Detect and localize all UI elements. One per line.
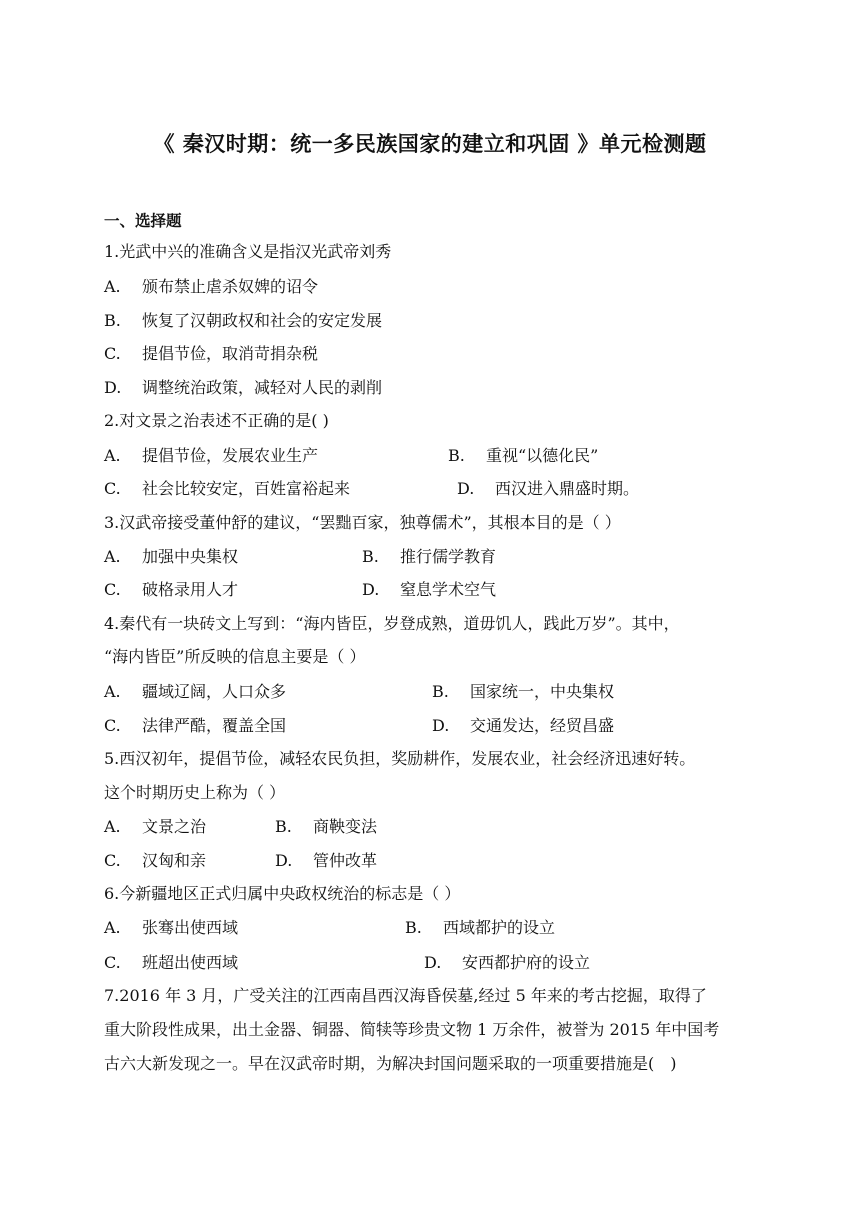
q4-option-b — [432, 682, 614, 702]
q3-option-a — [104, 547, 238, 567]
q1-option-a — [104, 277, 318, 297]
question-2-stem: 2.对文景之治表述不正确的是( ) — [104, 411, 329, 430]
option-label: C. — [104, 851, 121, 870]
option-text: 破格录用人才 — [142, 580, 239, 599]
option-label: B. — [362, 547, 379, 566]
q2-option-a — [104, 446, 318, 466]
option-label: B. — [405, 918, 422, 937]
q4-option-d — [432, 716, 614, 736]
option-label: D. — [362, 580, 380, 599]
q1-option-d — [104, 378, 382, 398]
q2-option-d — [457, 479, 639, 499]
question-1-stem: 1.光武中兴的准确含义是指汉光武帝刘秀 — [104, 242, 392, 261]
option-text: 西汉进入鼎盛时期。 — [495, 479, 640, 498]
q2-option-b — [448, 446, 598, 466]
option-label: C. — [104, 953, 121, 972]
option-text: 国家统一，中央集权 — [470, 682, 615, 701]
q3-option-d — [362, 580, 496, 600]
option-text: 调整统治政策，减轻对人民的剥削 — [142, 378, 383, 397]
q5-option-d — [275, 851, 377, 871]
option-text: 班超出使西域 — [142, 953, 239, 972]
option-label: B. — [275, 817, 292, 836]
option-text: 安西都护府的设立 — [462, 953, 591, 972]
option-label: D. — [275, 851, 293, 870]
q1-option-b — [104, 311, 382, 331]
option-text: 颁布禁止虐杀奴婢的诏令 — [142, 277, 319, 296]
option-text: 推行儒学教育 — [400, 547, 497, 566]
option-text: 法律严酷，覆盖全国 — [142, 716, 287, 735]
q2-option-c — [104, 479, 350, 499]
q1-option-c — [104, 344, 318, 364]
question-3-stem: 3.汉武帝接受董仲舒的建议，“罢黜百家，独尊儒术”，其根本目的是（ ） — [104, 513, 621, 532]
option-label: A. — [104, 547, 121, 566]
option-text: 社会比较安定，百姓富裕起来 — [142, 479, 351, 498]
option-label: C. — [104, 716, 121, 735]
q3-option-b — [362, 547, 496, 567]
question-4-stem-line-2: “海内皆臣”所反映的信息主要是（ ） — [104, 647, 366, 666]
option-text: 恢复了汉朝政权和社会的安定发展 — [142, 311, 383, 330]
question-5-stem-line-1: 5.西汉初年，提倡节俭，减轻农民负担，奖励耕作，发展农业，社会经济迅速好转。 — [104, 749, 696, 768]
option-text: 重视“以德化民” — [486, 446, 599, 465]
q5-option-a — [104, 817, 206, 837]
q5-option-b — [275, 817, 377, 837]
q4-option-c — [104, 716, 286, 736]
option-label: A. — [104, 918, 121, 937]
question-5-stem-line-2: 这个时期历史上称为（ ） — [104, 783, 286, 802]
option-text: 疆域辽阔，人口众多 — [142, 682, 287, 701]
option-label: A. — [104, 682, 121, 701]
option-text: 管仲改革 — [313, 851, 378, 870]
option-label: C. — [104, 580, 121, 599]
option-label: A. — [104, 277, 121, 296]
question-6-stem: 6.今新疆地区正式归属中央政权统治的标志是（ ） — [104, 884, 461, 903]
q6-option-b — [405, 918, 555, 938]
option-label: A. — [104, 446, 121, 465]
option-label: C. — [104, 479, 121, 498]
question-7-stem-line-3: 古六大新发现之一。早在汉武帝时期，为解决封国问题采取的一项重要措施是( ) — [104, 1054, 677, 1073]
option-text: 提倡节俭，取消苛捐杂税 — [142, 344, 319, 363]
option-label: B. — [448, 446, 465, 465]
option-label: A. — [104, 817, 121, 836]
option-label: C. — [104, 344, 121, 363]
option-text: 加强中央集权 — [142, 547, 239, 566]
option-label: B. — [104, 311, 121, 330]
q4-option-a — [104, 682, 286, 702]
q6-option-d — [424, 953, 590, 973]
question-7-stem-line-2: 重大阶段性成果，出土金器、铜器、简犊等珍贵文物 1 万余件，被誉为 2015 年中国考 — [104, 1020, 720, 1039]
option-label: D. — [457, 479, 475, 498]
option-text: 文景之治 — [142, 817, 207, 836]
question-7-stem-line-1: 7.2016 年 3 月，广受关注的江西南昌西汉海昏侯墓,经过 5 年来的考古挖掘，取得了 — [104, 986, 707, 1005]
q5-option-c — [104, 851, 206, 871]
q6-option-a — [104, 918, 238, 938]
section-heading: 一、选择题 — [104, 211, 182, 230]
option-text: 西域都护的设立 — [443, 918, 556, 937]
q6-option-c — [104, 953, 238, 973]
option-label: B. — [432, 682, 449, 701]
option-text: 交通发达，经贸昌盛 — [470, 716, 615, 735]
option-label: D. — [432, 716, 450, 735]
page-title: 《 秦汉时期：统一多民族国家的建立和巩固 》单元检测题 — [153, 131, 707, 156]
q3-option-c — [104, 580, 238, 600]
option-label: D. — [104, 378, 122, 397]
option-text: 窒息学术空气 — [400, 580, 497, 599]
option-text: 提倡节俭，发展农业生产 — [142, 446, 319, 465]
option-label: D. — [424, 953, 442, 972]
question-4-stem-line-1: 4.秦代有一块砖文上写到：“海内皆臣，岁登成熟，道毋饥人，践此万岁”。其中， — [104, 614, 680, 633]
option-text: 张骞出使西域 — [142, 918, 239, 937]
option-text: 汉匈和亲 — [142, 851, 207, 870]
option-text: 商鞅变法 — [313, 817, 378, 836]
